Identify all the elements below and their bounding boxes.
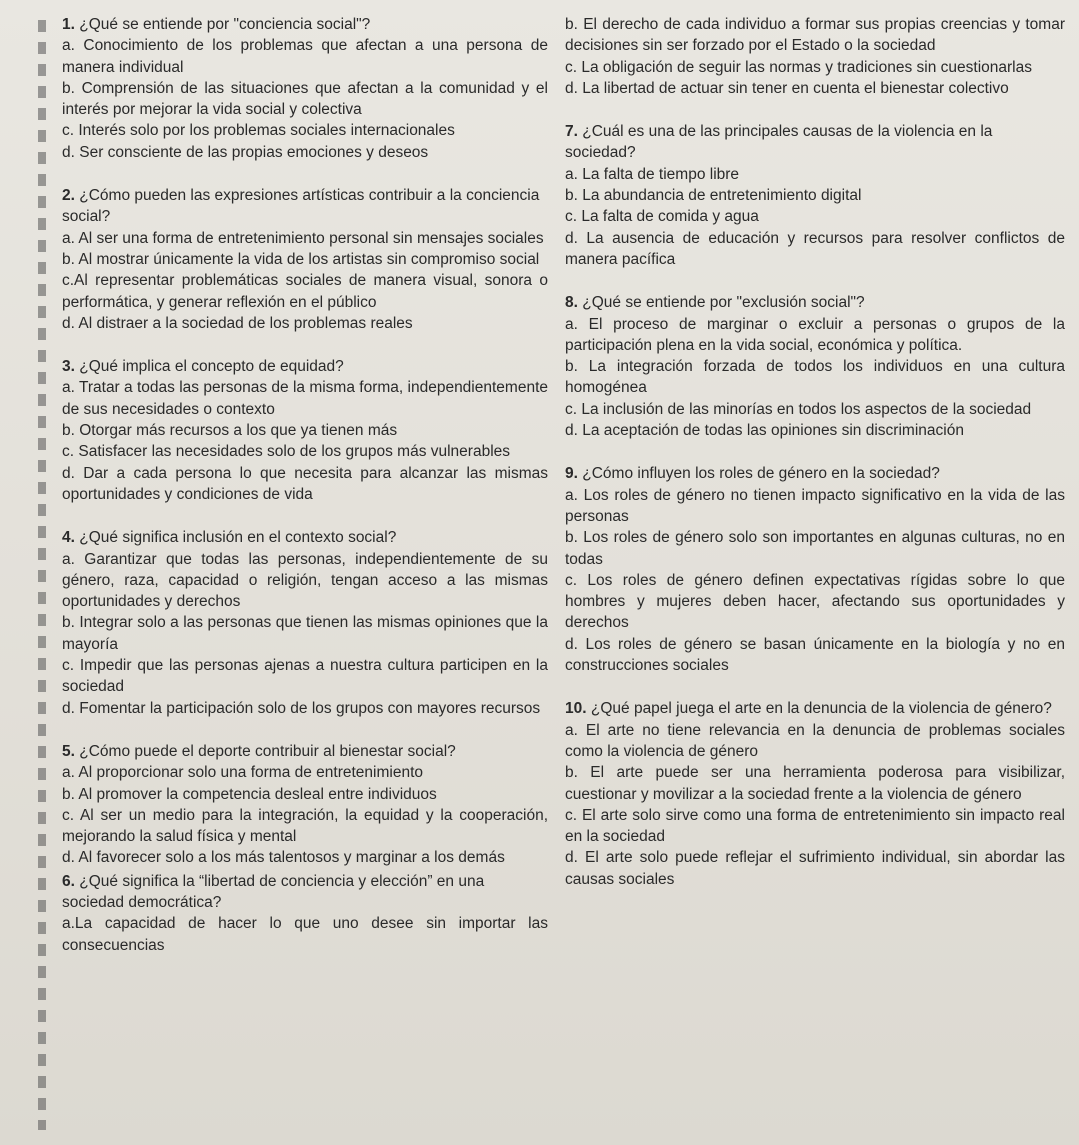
option-b: b. Los roles de género solo son importantes en algunas culturas, no en todas — [565, 529, 1065, 568]
option-d: d. Los roles de género se basan únicamente en la biología y no en construcciones sociales — [565, 635, 1065, 675]
question-text: ¿Cómo pueden las expresiones artísticas contribuir a la conciencia social? — [62, 187, 540, 226]
option-a: a. Los roles de género no tienen impacto significativo en la vida de las personas — [565, 486, 1065, 525]
option-c: c. Al ser un medio para la integración, la equidad y la cooperación, mejorando la salud física y mental — [62, 806, 548, 846]
option-d: d. La aceptación de todas las opiniones sin discriminación — [565, 422, 964, 440]
question-number: 6. — [62, 872, 75, 890]
left-column — [62, 14, 548, 978]
option-d: d. Fomentar la participación solo de los grupos con mayores recursos — [62, 699, 541, 717]
option-a: a. Al proporcionar solo una forma de entretenimiento — [62, 764, 424, 782]
option-a: a. Conocimiento de los problemas que afectan a una persona de manera individual — [62, 37, 548, 76]
option-b: b. Al promover la competencia desleal entre individuos — [62, 785, 437, 803]
question-8 — [565, 292, 1065, 441]
question-10 — [565, 698, 1065, 890]
question-text: ¿Cuál es una de las principales causas de la violencia en la sociedad? — [565, 123, 993, 162]
option-b: b. Comprensión de las situaciones que afectan a la comunidad y el interés por mejorar la vida social y colectiva — [62, 79, 548, 119]
binding-edge — [38, 20, 46, 1130]
option-a: a.La capacidad de hacer lo que uno desee sin importar las consecuencias — [62, 915, 548, 954]
option-d: d. La libertad de actuar sin tener en cuenta el bienestar colectivo — [565, 79, 1009, 97]
option-c: c. La inclusión de las minorías en todos los aspectos de la sociedad — [565, 400, 1032, 418]
question-number: 1. — [62, 16, 75, 33]
question-7 — [565, 121, 1065, 270]
option-a: a. El proceso de marginar o excluir a personas o grupos de la participación plena en la vida social, económica y política. — [565, 315, 1065, 354]
question-text: ¿Qué significa la “libertad de conciencia y elección” en una sociedad democrática? — [62, 872, 485, 911]
question-number: 5. — [62, 742, 75, 760]
question-2 — [62, 185, 548, 334]
question-text: ¿Qué implica el concepto de equidad? — [79, 358, 344, 376]
option-c: c. La falta de comida y agua — [565, 208, 759, 226]
option-b: b. La integración forzada de todos los individuos en una cultura homogénea — [565, 358, 1065, 397]
question-1 — [62, 14, 548, 163]
question-text: ¿Cómo influyen los roles de género en la sociedad? — [582, 465, 940, 483]
question-text: ¿Cómo puede el deporte contribuir al bienestar social? — [79, 742, 456, 760]
option-d: d. Dar a cada persona lo que necesita para alcanzar las mismas oportunidades y condiciones de vida — [62, 464, 548, 503]
option-b: b. El arte puede ser una herramienta poderosa para visibilizar, cuestionar y movilizar a la sociedad frente a la violencia de género — [565, 764, 1065, 803]
option-b: b. Otorgar más recursos a los que ya tienen más — [62, 422, 398, 440]
question-3 — [62, 356, 548, 505]
question-text: ¿Qué se entiende por "conciencia social"? — [79, 16, 371, 33]
option-d: d. Al favorecer solo a los más talentosos y marginar a los demás — [62, 849, 505, 867]
question-9 — [565, 463, 1065, 676]
option-c: c. El arte solo sirve como una forma de entretenimiento sin impacto real en la sociedad — [565, 806, 1065, 846]
option-c: c. Los roles de género definen expectativas rígidas sobre lo que hombres y mujeres deben hacer, afectando sus oportunidades y derechos — [565, 571, 1065, 632]
option-a: a. La falta de tiempo libre — [565, 165, 740, 183]
option-c: c.Al representar problemáticas sociales de manera visual, sonora o performática, y generar reflexión en el público — [62, 272, 548, 311]
option-c: c. Impedir que las personas ajenas a nuestra cultura participen en la sociedad — [62, 657, 548, 696]
option-b: b. La abundancia de entretenimiento digital — [565, 187, 862, 205]
option-d: d. La ausencia de educación y recursos para resolver conflictos de manera pacífica — [565, 229, 1065, 268]
option-d: d. Al distraer a la sociedad de los problemas reales — [62, 314, 413, 332]
question-number: 4. — [62, 529, 75, 547]
option-a: a. Garantizar que todas las personas, independientemente de su género, raza, capacidad o religión, tengan acceso a las mismas oportunidades y derechos — [62, 550, 548, 611]
question-text: ¿Qué significa inclusión en el contexto social? — [79, 529, 397, 547]
question-number: 3. — [62, 358, 75, 376]
question-number: 8. — [565, 294, 578, 312]
option-c: c. Satisfacer las necesidades solo de los grupos más vulnerables — [62, 443, 511, 461]
question-6-continued — [565, 14, 1065, 99]
option-b: b. Integrar solo a las personas que tienen las mismas opiniones que la mayoría — [62, 614, 548, 653]
question-4 — [62, 527, 548, 719]
question-5 — [62, 741, 548, 869]
option-c: c. La obligación de seguir las normas y tradiciones sin cuestionarlas — [565, 58, 1032, 76]
question-text: ¿Qué se entiende por "exclusión social"? — [582, 294, 865, 312]
question-number: 9. — [565, 465, 578, 483]
option-a: a. Tratar a todas las personas de la misma forma, independientemente de sus necesidades o contexto — [62, 379, 548, 418]
option-d: d. El arte solo puede reflejar el sufrimiento individual, sin abordar las causas sociales — [565, 849, 1065, 888]
right-column — [565, 14, 1065, 912]
option-a: a. El arte no tiene relevancia en la denuncia de problemas sociales como la violencia de género — [565, 721, 1065, 760]
option-b: b. Al mostrar únicamente la vida de los artistas sin compromiso social — [62, 250, 540, 268]
option-d: d. Ser consciente de las propias emociones y deseos — [62, 143, 429, 161]
question-number: 2. — [62, 187, 75, 205]
option-b: b. El derecho de cada individuo a formar sus propias creencias y tomar decisiones sin ser forzado por el Estado o la sociedad — [565, 16, 1065, 55]
question-text: ¿Qué papel juega el arte en la denuncia de la violencia de género? — [590, 700, 1052, 718]
option-c: c. Interés solo por los problemas sociales internacionales — [62, 122, 455, 140]
question-number: 7. — [565, 123, 578, 141]
question-number: 10. — [565, 700, 587, 718]
question-6 — [62, 871, 548, 956]
option-a: a. Al ser una forma de entretenimiento personal sin mensajes sociales — [62, 229, 544, 247]
